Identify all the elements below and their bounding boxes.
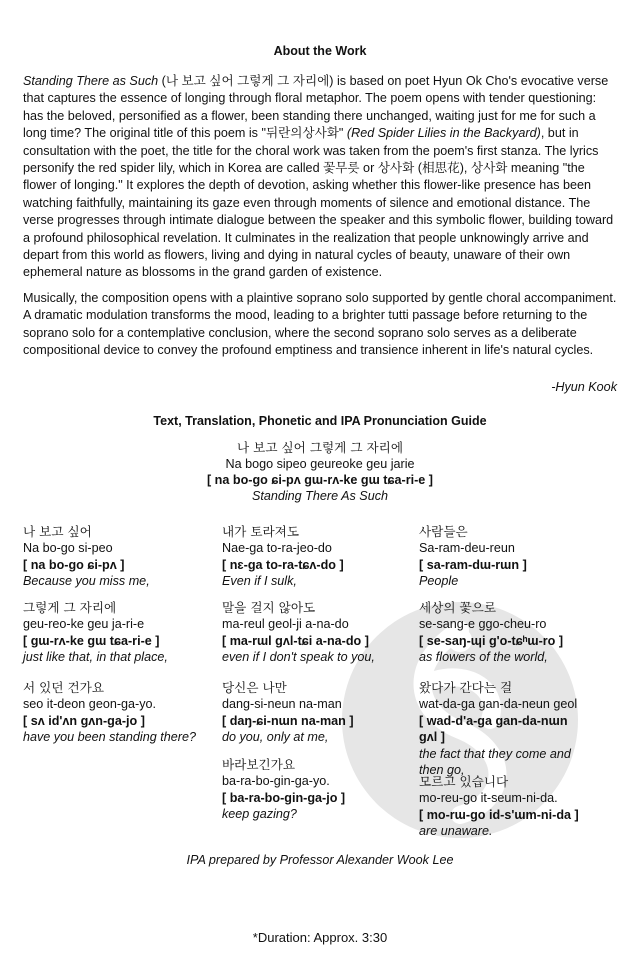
- stanza: [419, 600, 619, 666]
- line-korean: 말을 걸지 않아도: [222, 600, 316, 615]
- stanza: [419, 680, 589, 778]
- line-ipa: [ wad-d'a-ga gan-da-nɯn gʌl ]: [419, 713, 568, 745]
- paragraph-text: (나 보고 싶어 그렇게 그 자리에) is based on poet Hyun Ok Cho's evocative verse that captures the essence of longing through floral metaphor. The poem opens with tender questioning: has the beloved, personified as a flower, been standing there unchanged, waiting just for me for such a long time? The original title of this poem is "뒤란의상사화": [23, 74, 609, 141]
- line-romanization: wat-da-ga gan-da-neun geol: [419, 697, 578, 712]
- line-korean: 나 보고 싶어: [23, 524, 92, 539]
- line-english: have you been standing there?: [23, 730, 196, 745]
- italic-title-text: Standing There as Such: [23, 74, 159, 88]
- line-romanization: Na bo-go si-peo: [23, 541, 113, 556]
- line-korean: 사람들은: [419, 524, 468, 539]
- line-english: Even if I sulk,: [222, 574, 297, 589]
- line-english: do you, only at me,: [222, 730, 329, 745]
- about-heading: About the Work: [273, 44, 367, 58]
- line-romanization: ma-reul geol-ji a-na-do: [222, 617, 349, 632]
- italic-title-text: (Red Spider Lilies in the Backyard): [346, 126, 541, 141]
- line-english: People: [419, 574, 459, 589]
- line-english: just like that, in that place,: [23, 650, 168, 665]
- line-english: the fact that they come and then go,: [419, 746, 571, 778]
- title-english: Standing There As Such: [251, 489, 389, 503]
- line-ipa: [ na bo-go ɕi-pʌ ]: [23, 557, 125, 572]
- duration-note: *Duration: Approx. 3:30: [252, 930, 388, 945]
- line-ipa: [ mo-rɯ-go id-s'ɯm-ni-da ]: [419, 807, 579, 822]
- line-ipa: [ ba-ra-bo-gin-ga-jo ]: [222, 790, 346, 805]
- stanza: [222, 600, 422, 666]
- stanza: [222, 524, 422, 590]
- line-romanization: Sa-ram-deu-reun: [419, 541, 515, 556]
- line-romanization: geu-reo-ke geu ja-ri-e: [23, 617, 145, 632]
- line-korean: 내가 토라져도: [222, 524, 299, 539]
- line-ipa: [ ma-rɯl gʌl-tɕi a-na-do ]: [222, 633, 369, 648]
- line-korean: 당신은 나만: [222, 680, 287, 695]
- author-signature: -Hyun Kook: [551, 380, 617, 394]
- line-romanization: se-sang-e ggo-cheu-ro: [419, 617, 547, 632]
- line-english: even if I don't speak to you,: [222, 650, 375, 665]
- about-paragraph-1: [23, 73, 617, 282]
- line-romanization: dang-si-neun na-man: [222, 697, 342, 712]
- stanza: [419, 524, 619, 590]
- guide-heading: Text, Translation, Phonetic and IPA Pronunciation Guide: [153, 414, 487, 428]
- stanza: [222, 757, 422, 823]
- line-korean: 왔다가 간다는 걸: [419, 680, 513, 695]
- line-ipa: [ daŋ-ɕi-nɯn na-man ]: [222, 713, 354, 728]
- title-romanization: Na bogo sipeo geureoke geu jarie: [225, 457, 415, 471]
- line-korean: 서 있던 건가요: [23, 680, 104, 695]
- line-english: keep gazing?: [222, 807, 297, 822]
- line-ipa: [ sa-ram-dɯ-rɯn ]: [419, 557, 527, 572]
- line-english: Because you miss me,: [23, 574, 150, 589]
- stanza: [419, 774, 619, 840]
- line-korean: 그렇게 그 자리에: [23, 600, 117, 615]
- title-ipa: [ na bo-go ɕi-pʌ gɯ-rʌ-ke gɯ tɕa-ri-e ]: [206, 473, 433, 487]
- line-ipa: [ sʌ id'ʌn gʌn-ga-jo ]: [23, 713, 145, 728]
- title-block: [23, 440, 617, 504]
- line-romanization: mo-reu-go it-seum-ni-da.: [419, 791, 558, 806]
- stanza: [222, 680, 422, 746]
- ipa-credit: IPA prepared by Professor Alexander Wook Lee: [186, 853, 454, 867]
- line-ipa: [ gɯ-rʌ-ke gɯ tɕa-ri-e ]: [23, 633, 160, 648]
- line-korean: 바라보긴가요: [222, 757, 295, 772]
- line-ipa: [ se-saŋ-ɰi g'o-tɕʰɯ-ro ]: [419, 633, 564, 648]
- line-ipa: [ nɛ-ga to-ra-tɕʌ-do ]: [222, 557, 344, 572]
- line-romanization: Nae-ga to-ra-jeo-do: [222, 541, 332, 556]
- stanza: [23, 680, 223, 746]
- paragraph-text: , but in consultation with the poet, the title for the choral work was taken from the poem's first stanza. The lyrics personify the red spider lily, which in Korea are called 꽃무릇 or 상사화 (相思花), 상사화 meaning "the flower of longing." It explores the depth of devotion, asking whether this flower-like presence has been watching faithfully, maintaining its gaze even through moments of silence and emotional distance. The verse progresses through intimate dialogue between the speaker and this symbolic flower, building toward a profound philosophical revelation. It culminates in the realization that people unknowingly arrive and depart from this world as flowers, living and dying in natural cycles of beauty, unaware of their own ephemeral nature as blossoms in the grand garden of existence.: [23, 126, 614, 280]
- line-romanization: seo it-deon geon-ga-yo.: [23, 697, 157, 712]
- stanza: [23, 600, 223, 666]
- stanza: [23, 524, 223, 590]
- line-english: are unaware.: [419, 824, 493, 839]
- line-romanization: ba-ra-bo-gin-ga-yo.: [222, 774, 330, 789]
- line-korean: 세상의 꽃으로: [419, 600, 496, 615]
- line-korean: 모르고 있습니다: [419, 774, 509, 789]
- title-korean: 나 보고 싶어 그렇게 그 자리에: [236, 440, 403, 455]
- about-paragraph-2: Musically, the composition opens with a plaintive soprano solo supported by gentle choral accompaniment. A dramatic modulation transforms the mood, leading to a brighter tutti passage before returning to the soprano solo for a contemplative conclusion, where the second soprano solo serves as a deliberate compositional device to convey the profound emptiness and transience inherent in life's natural cycles.: [23, 291, 617, 358]
- line-english: as flowers of the world,: [419, 650, 548, 665]
